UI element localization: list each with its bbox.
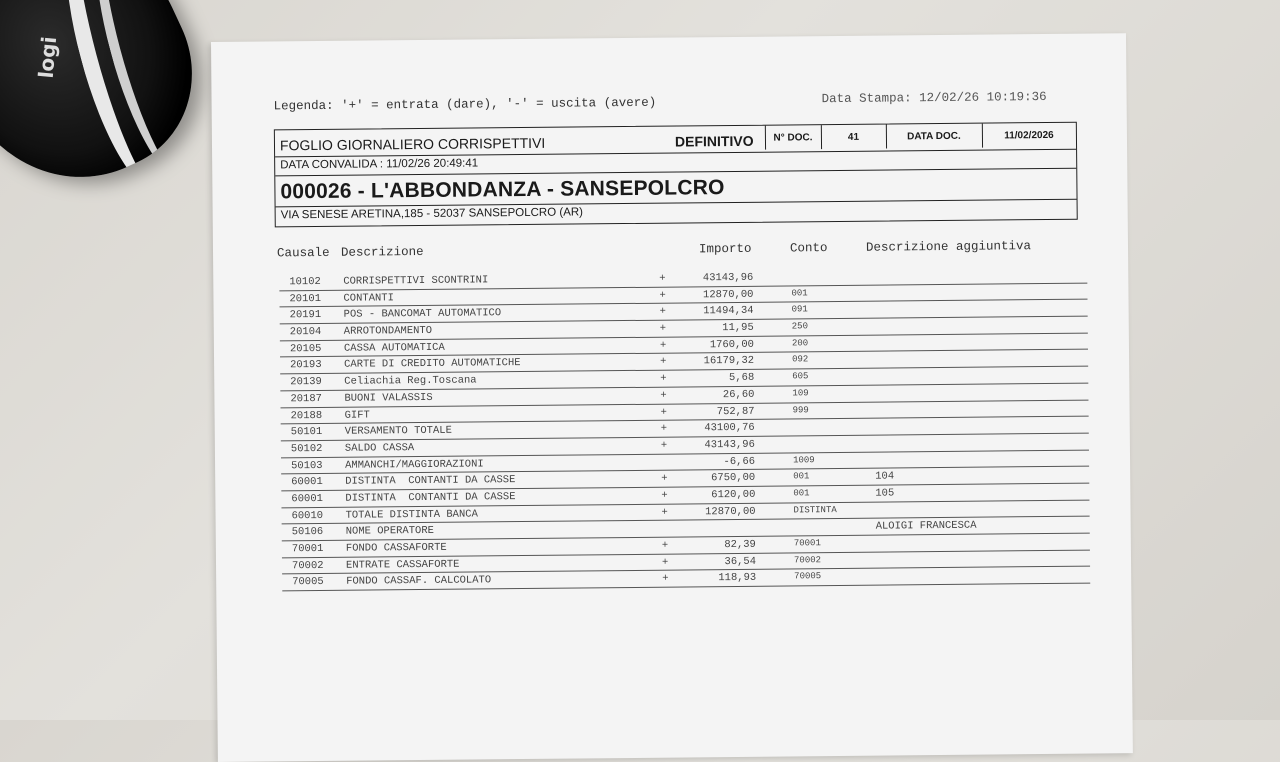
doc-no-value: 41 (821, 125, 885, 150)
row-code: 20188 (290, 409, 323, 422)
row-amount: 43100,76 (704, 421, 755, 435)
row-description: CARTE DI CREDITO AUTOMATICHE (344, 357, 521, 372)
row-code: 50103 (291, 459, 323, 472)
row-amount: 1760,00 (709, 338, 754, 351)
row-sign: + (661, 489, 668, 502)
row-amount: 26,60 (722, 388, 755, 401)
row-code: 20193 (290, 359, 322, 372)
row-extra: ALOIGI FRANCESCA (875, 519, 977, 533)
row-amount: 11,95 (722, 321, 754, 335)
row-sign: + (659, 339, 667, 352)
row-description: CASSA AUTOMATICA (343, 341, 445, 355)
sheet-title: FOGLIO GIORNALIERO CORRISPETTIVI (279, 134, 546, 154)
row-description: GIFT (344, 408, 370, 422)
col-causale: Causale (276, 245, 330, 261)
row-amount: 6750,00 (711, 472, 756, 485)
row-description: SALDO CASSA (344, 441, 415, 455)
row-account: 70001 (793, 538, 821, 549)
col-importo: Importo (698, 241, 752, 257)
row-description: CONTANTI (343, 291, 394, 305)
row-description: FONDO CASSAF. CALCOLATO (346, 574, 492, 589)
doc-date-value: 11/02/2026 (982, 123, 1075, 148)
row-extra: 105 (875, 487, 895, 500)
row-description: FONDO CASSAFORTE (345, 541, 447, 555)
store-address: VIA SENESE ARETINA,185 - 52037 SANSEPOLCRO (AR) (280, 206, 584, 222)
row-sign: + (659, 322, 667, 335)
row-account: 109 (792, 388, 809, 399)
row-code: 20101 (289, 292, 322, 305)
row-sign: + (660, 389, 667, 402)
row-account: 70002 (793, 554, 822, 566)
row-extra: 104 (875, 470, 895, 483)
row-description: DISTINTA CONTANTI DA CASSE (345, 474, 516, 488)
printed-sheet (211, 33, 1133, 762)
row-account: 092 (792, 354, 809, 365)
row-sign: + (661, 506, 668, 519)
row-code: 50106 (291, 526, 324, 539)
row-amount: 12870,00 (705, 505, 756, 518)
row-description: CORRISPETTIVI SCONTRINI (343, 274, 489, 288)
entries-table (279, 267, 1090, 592)
row-amount: 11494,34 (703, 305, 754, 318)
print-date: Data Stampa: 12/02/26 10:19:36 (821, 89, 1047, 107)
computer-mouse (0, 0, 225, 216)
row-sign: + (659, 272, 666, 285)
mouse-logo: logi (33, 35, 62, 80)
row-account: 999 (792, 404, 809, 415)
row-code: 20105 (289, 342, 322, 356)
store-name: 000026 - L'ABBONDANZA - SANSEPOLCRO (280, 176, 725, 204)
row-code: 60001 (291, 476, 323, 489)
row-sign: + (660, 439, 668, 452)
row-sign: + (661, 556, 669, 569)
doc-no-label: N° DOC. (765, 125, 820, 150)
row-account: DISTINTA (793, 504, 837, 516)
row-code: 10102 (289, 275, 321, 289)
row-description: NOME OPERATORE (345, 525, 434, 539)
row-account: 001 (793, 471, 810, 482)
row-amount: 5,68 (728, 371, 755, 385)
doc-date-label: DATA DOC. (886, 124, 981, 149)
col-descrizione: Descrizione (340, 244, 424, 260)
row-description: VERSAMENTO TOTALE (344, 424, 452, 438)
row-sign: + (661, 539, 669, 552)
row-description: TOTALE DISTINTA BANCA (345, 508, 478, 522)
row-amount: 82,39 (724, 538, 756, 552)
status-label: DEFINITIVO (674, 132, 754, 150)
header-box (274, 122, 1078, 228)
row-account: 605 (792, 371, 809, 382)
col-conto: Conto (789, 241, 828, 256)
row-description: BUONI VALASSIS (344, 391, 433, 405)
row-amount: 118,93 (718, 572, 757, 585)
row-sign: + (661, 472, 668, 485)
row-code: 20187 (290, 392, 323, 406)
row-code: 70005 (292, 576, 324, 589)
row-code: 60010 (291, 509, 324, 522)
legend-text: Legenda: '+' = entrata (dare), '-' = uscita (avere) (273, 95, 657, 114)
row-account: 001 (791, 287, 808, 299)
row-sign: + (660, 356, 667, 369)
col-aggiuntiva: Descrizione aggiuntiva (865, 239, 1032, 255)
row-description: ARROTONDAMENTO (343, 324, 433, 338)
row-code: 70002 (291, 559, 324, 572)
row-sign: + (660, 406, 667, 419)
row-code: 20139 (290, 376, 322, 389)
row-amount: -6,66 (723, 455, 756, 468)
row-code: 50101 (290, 426, 323, 439)
row-code: 70001 (291, 542, 324, 556)
row-account: 250 (791, 321, 809, 332)
row-description: AMMANCHI/MAGGIORAZIONI (345, 457, 484, 472)
row-description: Celiachia Reg.Toscana (344, 374, 477, 388)
row-code: 20191 (289, 309, 322, 322)
row-amount: 12870,00 (702, 288, 754, 301)
row-description: ENTRATE CASSAFORTE (345, 558, 460, 572)
row-sign: + (662, 573, 669, 586)
row-amount: 43143,96 (704, 438, 755, 452)
row-amount: 6120,00 (711, 488, 756, 502)
row-amount: 43143,96 (702, 271, 754, 285)
row-account: 70005 (794, 571, 822, 582)
row-sign: + (659, 306, 666, 319)
row-code: 20104 (289, 326, 322, 339)
row-code: 50102 (290, 442, 323, 456)
row-amount: 36,54 (724, 555, 757, 568)
row-account: 1009 (792, 454, 815, 465)
row-account: 200 (791, 338, 809, 349)
row-code: 60001 (291, 492, 323, 506)
row-description: DISTINTA CONTANTI DA CASSE (345, 491, 516, 505)
row-amount: 16179,32 (703, 355, 755, 368)
row-account: 091 (791, 304, 808, 315)
convalida-date: DATA CONVALIDA : 11/02/26 20:49:41 (280, 157, 479, 172)
row-sign: + (660, 422, 668, 435)
row-sign: + (659, 289, 666, 302)
row-sign: + (660, 372, 667, 385)
row-amount: 752,87 (716, 405, 755, 418)
row-account: 001 (793, 488, 810, 499)
row-description: POS - BANCOMAT AUTOMATICO (343, 307, 502, 322)
